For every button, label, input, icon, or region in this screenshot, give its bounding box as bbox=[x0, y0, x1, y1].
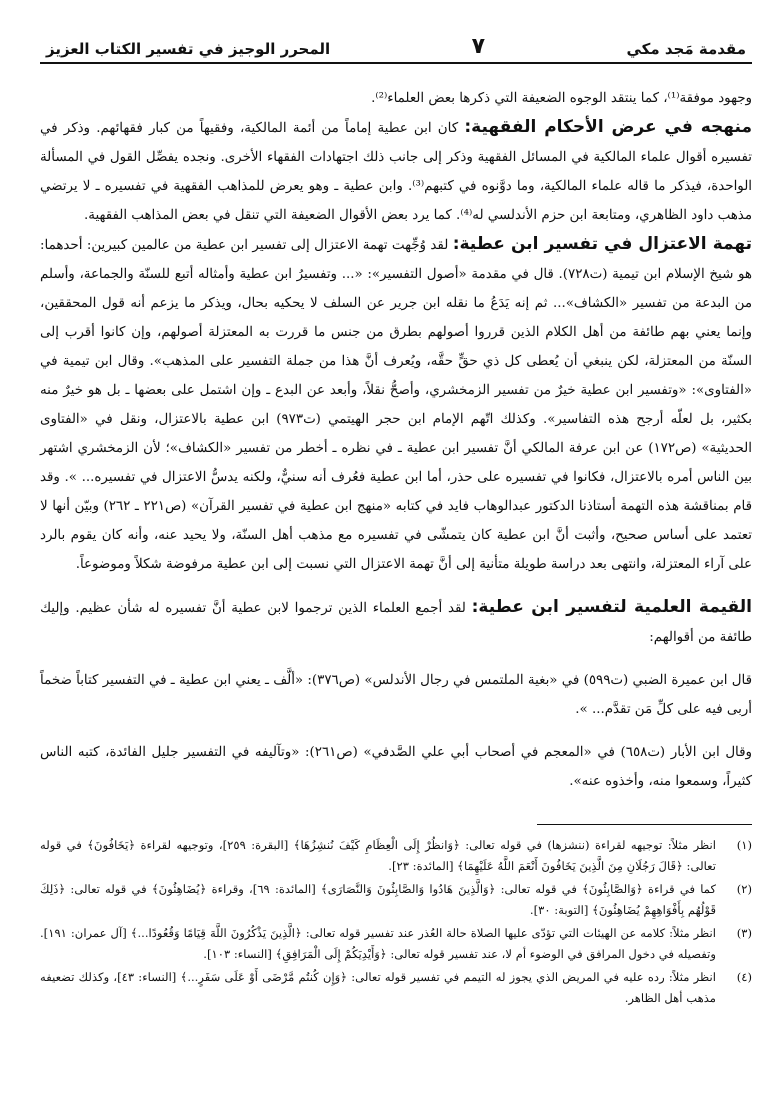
footnote bbox=[40, 967, 752, 1009]
section-heading-fiqh: منهجه في عرض الأحكام الفقهية: bbox=[464, 117, 752, 137]
paragraph-fiqh-text: كان ابن عطية إماماً من أئمة المالكية، وفقيهاً من كبار فقهائهم. وذكر في تفسيره أقوال علماء المالكية في المسائل الفقهية وذكر إلى جانب ذلك اجتهادات الفقهاء الأخرى. ونجده يفصِّل القول في المسألة الواحدة، فيذكر ما قاله علماء المالكية، وما دوَّنوه في كتبهم⁽³⁾. وابن عطية ـ وهو يعرض للمذاهب الفقهية في تفسيره ـ لا يرتضي مذهب داود الظاهري، ومتابعة ابن حزم الأندلسي له⁽⁴⁾. كما يرد بعض الأقوال الضعيفة التي تنقل في بعض المذاهب الفقهية. bbox=[40, 121, 753, 223]
footnote-number: (١) bbox=[736, 838, 752, 852]
paragraph-itizal bbox=[40, 230, 752, 579]
footnote bbox=[40, 835, 752, 877]
paragraph-intro: وجهود موفقة⁽¹⁾، كما ينتقد الوجوه الضعيفة التي ذكرها بعض العلماء⁽²⁾. bbox=[371, 91, 752, 106]
footnote-text: انظر مثلاً: كلامه عن الهيئات التي تؤدّى عليها الصلاة حالة العُذر عند تفسير قوله تعالى: ﴿الَّذِينَ يَذْكُرُونَ اللَّهَ قِيَامًا وَقُعُودًا...﴾ [آل عمران: ١٩١]. وتفصيله في دخول المرافق في الوضوء أم لا، عند تفسير قوله تعالى: ﴿وَأَيْدِيَكُمْ إِلَى الْمَرَافِقِ﴾ [النساء: ١٠٣]. bbox=[40, 926, 716, 961]
header-right-title: مقدمة مَجد مكي bbox=[626, 40, 746, 58]
quote-ibn-umayra: قال ابن عميرة الضبي (ت٥٩٩) في «بغية الملتمس في رجال الأندلس» (ص٣٧٦): «ألَّف ـ يعني ابن عطية ـ في التفسير كتاباً ضخماً أربى فيه على كلِّ مَن تقدَّم... ». bbox=[40, 673, 752, 717]
footnote-text: كما في قراءة ﴿وَالصَّابِئُونَ﴾ في قوله تعالى: ﴿وَالَّذِينَ هَادُوا وَالصَّابِئُونَ وَالنَّصَارَى﴾ [المائدة: ٦٩]، وقراءة ﴿يُضَاهِئُونَ﴾ في قوله تعالى: ﴿ذَلِكَ قَوْلُهُم بِأَفْوَاهِهِمْ يُضَاهِئُونَ﴾ [التوبة: ٣٠]. bbox=[40, 882, 716, 917]
running-header bbox=[40, 30, 752, 64]
section-heading-itizal: تهمة الاعتزال في تفسير ابن عطية: bbox=[452, 234, 753, 254]
footnote-number: (٤) bbox=[736, 970, 752, 984]
quote-ibn-al-abbar: وقال ابن الأبار (ت٦٥٨) في «المعجم في أصحاب أبي علي الصَّدفي» (ص٢٦١): «وتآليفه في التفسير جليل الفائدة، كتبه الناس كثيراً، وسمعوا منه، وأخذوه عنه». bbox=[40, 745, 752, 789]
paragraph-value-text: لقد أجمع العلماء الذين ترجموا لابن عطية أنَّ تفسيره له شأن عظيم. وإليك طائفة من أقوالهم: bbox=[40, 601, 752, 645]
paragraph-fiqh bbox=[40, 113, 752, 230]
footnotes bbox=[40, 835, 752, 1009]
footnote-text: انظر مثلاً: توجيهه لقراءة (ننشزها) في قوله تعالى: ﴿وَانظُرْ إِلَى الْعِظَامِ كَيْفَ نُنشِزُهَا﴾ [البقرة: ٢٥٩]، وتوجيهه لقراءة ﴿يَخَافُونَ﴾ في قوله تعالى: ﴿قَالَ رَجُلَانِ مِنَ الَّذِينَ يَخَافُونَ أَنْعَمَ اللَّهُ عَلَيْهِمَا﴾ [المائدة: ٢٣]. bbox=[40, 838, 716, 873]
header-left-title: المحرر الوجيز في تفسير الكتاب العزيز bbox=[46, 40, 331, 58]
paragraph-itizal-text: لقد وُجِّهت تهمة الاعتزال إلى تفسير ابن عطية من عالمين كبيرين: أحدهما: هو شيخ الإسلام ابن تيمية (ت٧٢٨). قال في مقدمة «أصول التفسير»: «... وتفسيرُ ابن عطية وأمثاله أتبع للسنّة والجماعة، وأسلم من البدعة من تفسير «الكشاف»... ثم إنه يَدَعُ ما نقله ابن جرير عن السلف لا يحكيه بحال، ويذكر ما يزعم أنه قول المحققين، وإنما يعني بهم طائفة من أهل الكلام الذين قرروا أصولهم بطرق من جنس ما قررت به المعتزلة أصولهم، وإن كانوا أقرب إلى السنّة من المعتزلة، لكن ينبغي أن يُعطى كل ذي حقٍّ حقَّه، ويُعرف أنَّ هذا من جملة التفسير على المذهب». وقال ابن تيمية في «الفتاوى»: «وتفسير ابن عطية خيرٌ من تفسير الزمخشري، وأصحُّ نقلاً، وأبعد عن البدع ـ وإن اشتمل على بعضها ـ بل هو خيرٌ منه بكثير، بل لعلّه أرجح هذه التفاسير». وكذلك اتّهم الإمام ابن حجر الهيتمي (ت٩٧٣) ابن عطية بالاعتزال، ونقل في «الفتاوى الحديثية» (ص١٧٢) عن ابن عرفة المالكي أنَّ تفسير ابن عطية ـ في نظره ـ أخطر من تفسير «الكشاف»؛ لأن الزمخشري اشتهر بين الناس أمره بالاعتزال، فكانوا في تفسيره على حذر، أما ابن عطية فعُرف أنه سنيٌّ، ولكنه يدسُّ الاعتزال في تفسيره... ». وقد قام بمناقشة هذه التهمة أستاذنا الدكتور عبدالوهاب فايد في كتابه «منهج ابن عطية في تفسير القرآن» (ص٢٢١ ـ ٢٦٢) وبيّن أنها لا تعتمد على أساس صحيح، وأثبت أنَّ ابن عطية كان يتمشّى في تفسيره مع مذهب أهل السنّة، ولا يحيد عنه، وأنه كان يقوم بالرد على آراء المعتزلة، وانتهى بعد دراسة طويلة متأنية إلى أنَّ تهمة الاعتزال التي نسبت إلى ابن عطية مرفوضة شكلاً وموضوعاً. bbox=[40, 238, 752, 572]
footnote bbox=[40, 923, 752, 965]
page-body bbox=[40, 84, 752, 796]
footnote-text: انظر مثلاً: رده عليه في المريض الذي يجوز له التيمم في تفسير قوله تعالى: ﴿وَإِن كُنتُم مَّرْضَى أَوْ عَلَى سَفَرٍ...﴾ [النساء: ٤٣]، وكذلك تضعيفه مذهب أهل الظاهر. bbox=[40, 970, 716, 1005]
section-heading-value: القيمة العلمية لتفسير ابن عطية: bbox=[471, 597, 752, 617]
page-number: ٧ bbox=[471, 34, 486, 59]
footnote-number: (٢) bbox=[736, 882, 752, 896]
footnote-divider bbox=[537, 824, 752, 825]
paragraph-value bbox=[40, 593, 752, 652]
book-page bbox=[40, 30, 752, 1011]
footnote-number: (٣) bbox=[736, 926, 752, 940]
footnote bbox=[40, 879, 752, 921]
